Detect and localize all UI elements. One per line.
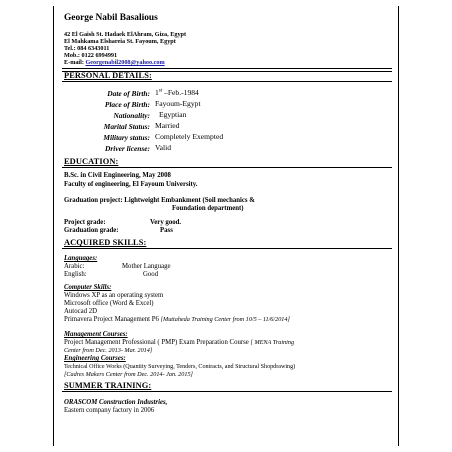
military-value: Completely Exempted [155,132,224,141]
graduation-grade-label: Graduation grade: [64,227,119,234]
section-divider [62,391,392,392]
training-company: ORASCOM Construction Industries, [64,399,168,406]
engineering-course-note: [Cadres Makers Center from Dec. 2014- Jan. 2015] [64,371,193,378]
graduation-project: Graduation project: Lightweight Embankment (Soil mechanics & [64,197,255,204]
degree: B.Sc. in Civil Engineering, May 2008 [64,172,171,179]
nationality-label: Nationality: [113,111,150,120]
email-link[interactable]: Georgenabil2008@yahoo.com [85,59,165,66]
management-courses-title: Management Courses: [64,331,128,338]
computer-skill: Windows XP as an operating system [64,292,164,299]
marital-value: Married [155,121,180,130]
engineering-courses-title: Engineering Courses: [64,355,126,362]
marital-label: Marital Status: [103,122,150,131]
project-grade-label: Project grade: [64,219,106,226]
section-personal-details: PERSONAL DETAILS: [64,71,152,80]
management-course-note: Center from Dec. 2013- Mar. 2014] [64,347,153,354]
telephone: Tel.: 084 6343011 [64,45,110,52]
address-line-2: El Mahkama Elshareia St. Fayoum, Egypt [64,38,176,45]
driver-label: Driver license: [105,144,150,153]
page-border-left [53,6,54,446]
dob-value: 1st –Feb.-1984 [155,88,199,97]
project-grade-value: Very good. [150,219,182,226]
nationality-value: Egyptian [159,110,187,119]
pob-label: Place of Birth: [104,100,150,109]
section-divider [62,248,392,249]
languages-title: Languages: [64,255,98,262]
language-english-level: Good [143,271,159,278]
computer-skill: Autocad 2D [64,308,98,315]
email-line [64,59,165,66]
faculty: Faculty of engineering, El Fayoum University. [64,181,198,188]
section-divider [62,167,392,168]
graduation-grade-value: Pass [160,227,173,234]
language-english: English: [64,271,87,278]
section-divider [62,81,392,82]
driver-value: Valid [155,143,172,152]
primavera-course: Primavera Project Management P6 [Muttaheda Training Center from 10/5 – 11/6/2014] [64,316,290,323]
address-line-1: 42 El Gaish St. Hadaek ElAhram, Giza, Egypt [64,31,187,38]
training-detail: Eastern company factory in 2006 [64,407,155,414]
candidate-name: George Nabil Basalious [64,13,158,23]
computer-skills-title: Computer Skills: [64,284,112,291]
page-border-right [398,6,399,446]
section-acquired-skills: ACQUIRED SKILLS: [64,238,147,247]
language-arabic-level: Mother Language [122,263,171,270]
mobile: Mob.: 0122 6994991 [64,52,118,59]
pob-value: Fayoum-Egypt [155,99,201,108]
computer-skill: Microsoft office (Word & Excel) [64,300,154,307]
section-education: EDUCATION: [64,157,119,166]
language-arabic: Arabic: [64,263,85,270]
section-summer-training: SUMMER TRAINING: [64,381,152,390]
engineering-course: Technical Office Works (Quantity Surveying, Tenders, Contracts, and Structural Shopdrawing) [64,364,296,370]
graduation-project-dept: Foundation department) [172,205,244,212]
email-label: E-mail: [64,59,86,66]
military-label: Military status: [103,133,150,142]
dob-label: Date of Birth: [107,89,150,98]
management-course: Project Management Professional ( PMP) Exam Preparation Course [ MENA Training [64,339,295,346]
